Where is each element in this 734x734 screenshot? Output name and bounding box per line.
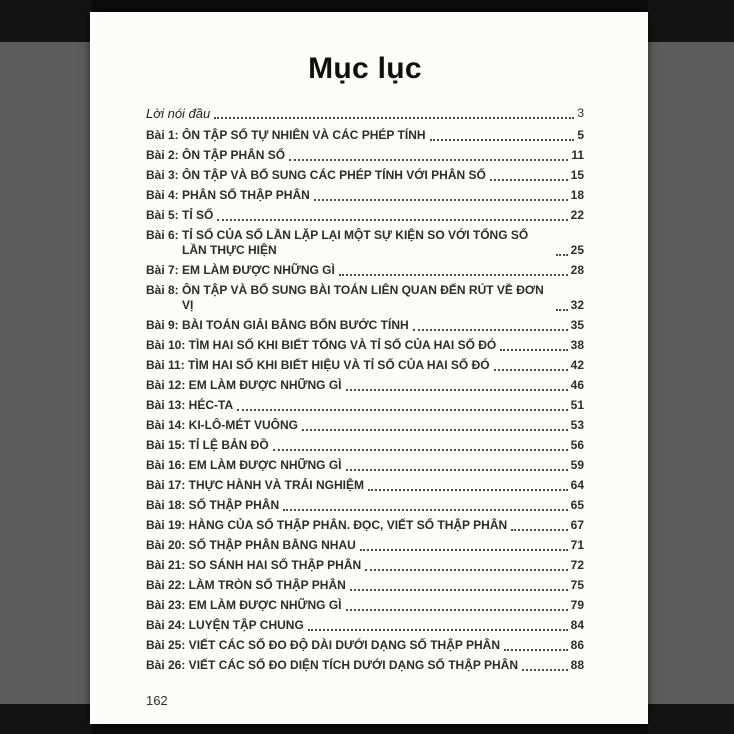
toc-entry-label: Bài 7: EM LÀM ĐƯỢC NHỮNG GÌ <box>146 263 335 277</box>
toc-entry-label: Bài 25: VIẾT CÁC SỐ ĐO ĐỘ DÀI DƯỚI DẠNG SỐ THẬP PHÂN <box>146 638 501 652</box>
frame-corner-top-right <box>648 0 734 42</box>
toc-leader-dots <box>511 529 567 531</box>
toc-entry-row <box>146 638 584 653</box>
toc-leader-dots <box>365 569 567 571</box>
toc-entry-label: Bài 16: EM LÀM ĐƯỢC NHỮNG GÌ <box>146 458 342 472</box>
frame-corner-top-left <box>0 0 92 42</box>
toc-entry-label: Bài 15: TỈ LỆ BẢN ĐỒ <box>146 438 269 452</box>
toc-entry-label: Bài 4: PHÂN SỐ THẬP PHÂN <box>146 188 310 202</box>
page-title: Mục lục <box>308 52 422 85</box>
toc-entry-row <box>146 318 584 333</box>
toc-leader-dots <box>289 159 568 161</box>
toc-entry-page: 15 <box>570 168 584 182</box>
toc-entry-label: Bài 11: TÌM HAI SỐ KHI BIẾT HIỆU VÀ TỈ SỐ CỦA HAI SỐ ĐÓ <box>146 358 490 372</box>
toc-entry-label: Bài 21: SO SÁNH HAI SỐ THẬP PHÂN <box>146 558 362 572</box>
toc-preface-page: 3 <box>577 106 584 120</box>
toc-entry-page: 42 <box>570 358 584 372</box>
toc-entry-row <box>146 398 584 413</box>
toc-entry-page: 28 <box>570 263 584 277</box>
toc-leader-dots <box>314 199 568 201</box>
toc-entry-page: 75 <box>570 578 584 592</box>
toc-entry-row <box>146 168 584 183</box>
toc-entry-page: 65 <box>570 498 584 512</box>
toc-entry-label: Bài 18: SỐ THẬP PHÂN <box>146 498 280 512</box>
toc-leader-dots <box>214 117 574 119</box>
toc-entry-page: 86 <box>570 638 584 652</box>
toc-entry-page: 11 <box>571 148 584 162</box>
toc-entry-row <box>146 283 584 313</box>
toc-entry-row <box>146 618 584 633</box>
toc-entry-label: Bài 3: ÔN TẬP VÀ BỔ SUNG CÁC PHÉP TÍNH VỚI PHÂN SỐ <box>146 168 486 182</box>
toc-leader-dots <box>217 219 567 221</box>
toc-leader-dots <box>360 549 568 551</box>
toc-entry-row <box>146 578 584 593</box>
toc-entry-row <box>146 338 584 353</box>
toc-leader-dots <box>237 409 568 411</box>
toc-entry-page: 71 <box>570 538 584 552</box>
toc-entry-row <box>146 148 584 163</box>
toc-entry-page: 64 <box>570 478 584 492</box>
toc-entry-label: Bài 23: EM LÀM ĐƯỢC NHỮNG GÌ <box>146 598 342 612</box>
toc-entry-page: 59 <box>570 458 584 472</box>
toc-entry-label: Bài 8: ÔN TẬP VÀ BỔ SUNG BÀI TOÁN LIÊN QUAN ĐẾN RÚT VỀ ĐƠN VỊ <box>146 283 544 312</box>
toc-entry-page: 18 <box>570 188 584 202</box>
toc-entry-row <box>146 208 584 223</box>
toc-leader-dots <box>556 309 568 311</box>
toc-entry-label: Bài 9: BÀI TOÁN GIẢI BẰNG BỐN BƯỚC TÍNH <box>146 318 409 332</box>
toc-entry-row <box>146 518 584 533</box>
toc-entry-label: Bài 6: TỈ SỐ CỦA SỐ LẦN LẶP LẠI MỘT SỰ KIỆN SO VỚI TỔNG SỐ LẦN THỰC HIỆN <box>146 228 529 257</box>
toc-leader-dots <box>556 254 568 256</box>
toc-entry-row <box>146 598 584 613</box>
toc-leader-dots <box>490 179 568 181</box>
toc-leader-dots <box>504 649 568 651</box>
toc-entry-label: Bài 2: ÔN TẬP PHÂN SỐ <box>146 148 286 162</box>
toc-entry-row <box>146 498 584 513</box>
toc-entry-row <box>146 128 584 143</box>
toc-entry-page: 79 <box>570 598 584 612</box>
toc-entry-label: Bài 26: VIẾT CÁC SỐ ĐO DIỆN TÍCH DƯỚI DẠNG SỐ THẬP PHÂN <box>146 658 519 672</box>
toc-leader-dots <box>500 349 567 351</box>
toc-leader-dots <box>346 469 568 471</box>
toc-entry-row <box>146 188 584 203</box>
toc-entry-label: Bài 5: TỈ SỐ <box>146 208 214 222</box>
toc-preface-row <box>146 106 584 121</box>
toc-entry-page: 51 <box>570 398 584 412</box>
toc-entry-label: Bài 19: HÀNG CỦA SỐ THẬP PHÂN. ĐỌC, VIẾT SỐ THẬP PHÂN <box>146 518 508 532</box>
toc-entry-label: Bài 1: ÔN TẬP SỐ TỰ NHIÊN VÀ CÁC PHÉP TÍNH <box>146 128 426 142</box>
toc-entry-label: Bài 13: HÉC-TA <box>146 398 234 412</box>
toc-leader-dots <box>339 274 568 276</box>
toc-leader-dots <box>302 429 568 431</box>
toc-entry-page: 56 <box>570 438 584 452</box>
toc-entry-row <box>146 378 584 393</box>
book-page <box>90 12 648 724</box>
toc-entry-page: 46 <box>570 378 584 392</box>
toc-entry-label: Bài 22: LÀM TRÒN SỐ THẬP PHÂN <box>146 578 346 592</box>
toc-leader-dots <box>350 589 568 591</box>
toc-entry-row <box>146 438 584 453</box>
toc-entry-row <box>146 418 584 433</box>
toc-entry-row <box>146 458 584 473</box>
toc-entry-page: 22 <box>570 208 584 222</box>
toc-preface-label: Lời nói đầu <box>146 106 211 121</box>
toc-entry-page: 38 <box>570 338 584 352</box>
toc-entry-label: Bài 14: KI-LÔ-MÉT VUÔNG <box>146 418 299 432</box>
toc-entry-page: 32 <box>570 298 584 312</box>
top-frame-bar <box>0 0 734 12</box>
toc-entry-row <box>146 558 584 573</box>
toc-entry-page: 67 <box>570 518 584 532</box>
page-number: 162 <box>146 693 168 708</box>
toc-entry-row <box>146 538 584 553</box>
toc-leader-dots <box>522 669 568 671</box>
toc-entry-label: Bài 20: SỐ THẬP PHÂN BẰNG NHAU <box>146 538 356 552</box>
toc-leader-dots <box>283 509 567 511</box>
toc-entry-page: 72 <box>570 558 584 572</box>
toc-leader-dots <box>346 389 568 391</box>
bottom-frame-bar <box>0 724 734 734</box>
toc-entry-row <box>146 263 584 278</box>
toc-leader-dots <box>273 449 568 451</box>
toc-entry-page: 35 <box>570 318 584 332</box>
frame-corner-bottom-right <box>648 704 734 734</box>
toc-list <box>146 106 584 673</box>
toc-entry-page: 84 <box>570 618 584 632</box>
toc-entry-page: 25 <box>570 243 584 257</box>
toc-entry-label: Bài 12: EM LÀM ĐƯỢC NHỮNG GÌ <box>146 378 342 392</box>
toc-entry-row <box>146 478 584 493</box>
toc-leader-dots <box>413 329 568 331</box>
toc-leader-dots <box>430 139 575 141</box>
toc-leader-dots <box>308 629 568 631</box>
toc-entry-label: Bài 10: TÌM HAI SỐ KHI BIẾT TỔNG VÀ TỈ SỐ CỦA HAI SỐ ĐÓ <box>146 338 497 352</box>
toc-entry-row <box>146 658 584 673</box>
toc-entry-row <box>146 358 584 373</box>
toc-leader-dots <box>346 609 568 611</box>
toc-leader-dots <box>494 369 568 371</box>
toc-entry-page: 88 <box>570 658 584 672</box>
toc-leader-dots <box>368 489 568 491</box>
toc-entry-label: Bài 24: LUYỆN TẬP CHUNG <box>146 618 304 632</box>
toc-entry-page: 53 <box>570 418 584 432</box>
toc-entry-row <box>146 228 584 258</box>
frame-corner-bottom-left <box>0 704 92 734</box>
toc-entry-page: 5 <box>577 128 584 142</box>
toc-entry-label: Bài 17: THỰC HÀNH VÀ TRẢI NGHIỆM <box>146 478 364 492</box>
